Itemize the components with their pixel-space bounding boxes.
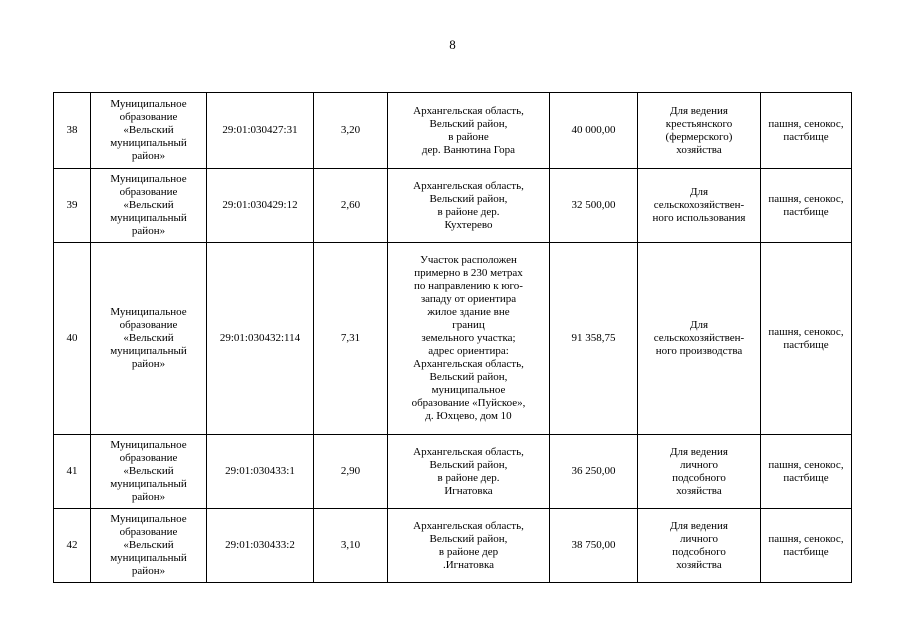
area-cell: 3,10 [314, 509, 388, 583]
address-cell: Архангельская область, Вельский район, в районе дер. Игнатовка [388, 435, 550, 509]
page-number: 8 [449, 37, 456, 52]
area-cell: 2,60 [314, 169, 388, 243]
address-cell: Архангельская область, Вельский район, в районе дер .Игнатовка [388, 509, 550, 583]
cadastral-number-cell: 29:01:030433:2 [207, 509, 314, 583]
price-cell: 38 750,00 [550, 509, 638, 583]
owner-cell: Муниципальное образование «Вельский муниципальный район» [91, 169, 207, 243]
cadastral-number-cell: 29:01:030432:114 [207, 243, 314, 435]
cadastral-number-cell: 29:01:030429:12 [207, 169, 314, 243]
land-plots-table [53, 92, 852, 583]
owner-cell: Муниципальное образование «Вельский муниципальный район» [91, 93, 207, 169]
permitted-use-cell: Для ведения крестьянского (фермерского) хозяйства [638, 93, 761, 169]
land-type-cell: пашня, сенокос, пастбище [761, 93, 852, 169]
area-cell: 2,90 [314, 435, 388, 509]
address-cell: Архангельская область, Вельский район, в районе дер. Кухтерево [388, 169, 550, 243]
owner-cell: Муниципальное образование «Вельский муниципальный район» [91, 509, 207, 583]
price-cell: 36 250,00 [550, 435, 638, 509]
row-number: 41 [54, 435, 91, 509]
land-type-cell: пашня, сенокос, пастбище [761, 243, 852, 435]
area-cell: 7,31 [314, 243, 388, 435]
area-cell: 3,20 [314, 93, 388, 169]
table-row [54, 169, 852, 243]
permitted-use-cell: Для сельскохозяйствен- ного использования [638, 169, 761, 243]
row-number: 38 [54, 93, 91, 169]
land-type-cell: пашня, сенокос, пастбище [761, 509, 852, 583]
table-row [54, 93, 852, 169]
row-number: 42 [54, 509, 91, 583]
table-row [54, 509, 852, 583]
owner-cell: Муниципальное образование «Вельский муниципальный район» [91, 243, 207, 435]
permitted-use-cell: Для ведения личного подсобного хозяйства [638, 509, 761, 583]
row-number: 39 [54, 169, 91, 243]
cadastral-number-cell: 29:01:030433:1 [207, 435, 314, 509]
price-cell: 40 000,00 [550, 93, 638, 169]
land-type-cell: пашня, сенокос, пастбище [761, 435, 852, 509]
owner-cell: Муниципальное образование «Вельский муниципальный район» [91, 435, 207, 509]
permitted-use-cell: Для ведения личного подсобного хозяйства [638, 435, 761, 509]
address-cell: Участок расположен примерно в 230 метрах по направлению к юго- западу от ориентира жилое здание вне границ земельного участка; адрес ориентира: Архангельская область, Вельский район, муниципальное образование «Пуйское», д. Юхцево, дом 10 [388, 243, 550, 435]
price-cell: 91 358,75 [550, 243, 638, 435]
table-row [54, 243, 852, 435]
cadastral-number-cell: 29:01:030427:31 [207, 93, 314, 169]
table-row [54, 435, 852, 509]
row-number: 40 [54, 243, 91, 435]
permitted-use-cell: Для сельскохозяйствен- ного производства [638, 243, 761, 435]
land-type-cell: пашня, сенокос, пастбище [761, 169, 852, 243]
address-cell: Архангельская область, Вельский район, в районе дер. Ванютина Гора [388, 93, 550, 169]
price-cell: 32 500,00 [550, 169, 638, 243]
